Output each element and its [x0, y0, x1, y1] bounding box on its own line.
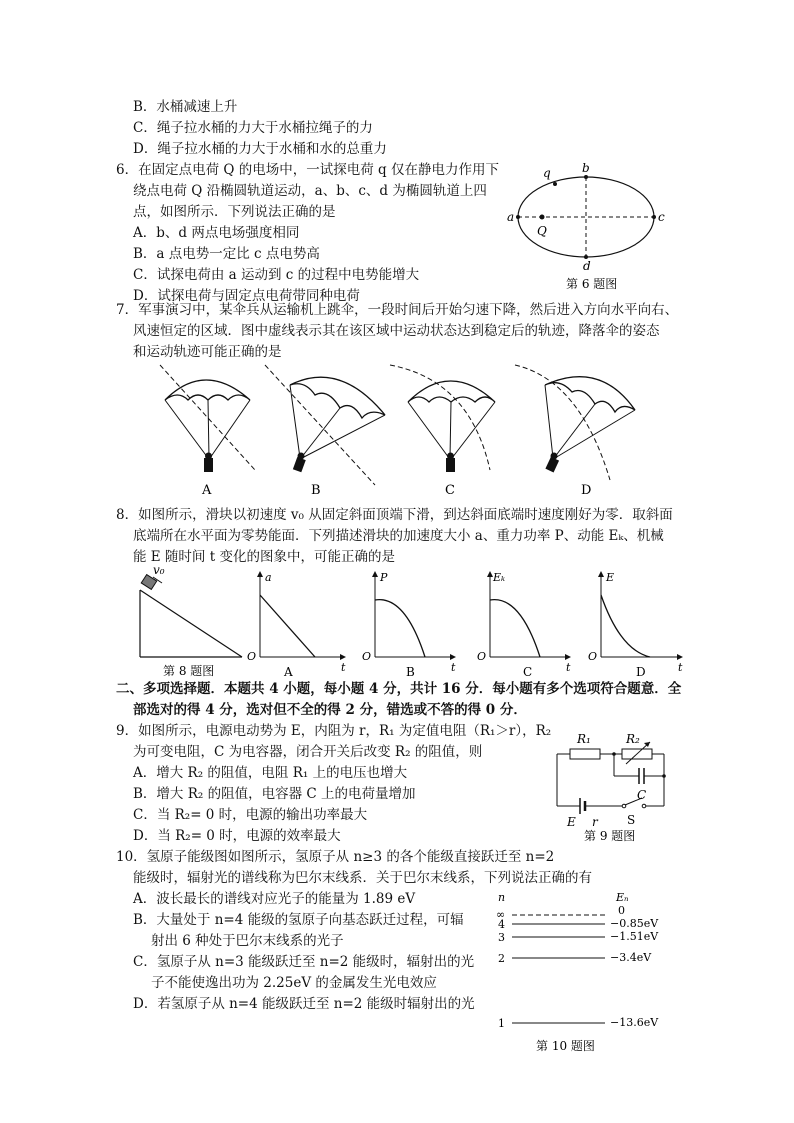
level-1-n: 1 — [498, 1017, 505, 1030]
q6-option-d: D．试探电荷与固定点电荷带同种电荷 — [133, 288, 360, 304]
label-option-b: B — [311, 483, 321, 498]
soldier-b — [293, 457, 306, 472]
q10-option-b-line1: B．大量处于 n=4 能级的氢原子向基态跃迁过程，可辐 — [133, 912, 464, 928]
level-4-E: −0.85eV — [610, 917, 659, 930]
graph-a — [247, 571, 346, 679]
q6-stem-line3: 点，如图所示．下列说法正确的是 — [133, 204, 336, 220]
level-1-E: −13.6eV — [610, 1016, 659, 1029]
label-c: c — [658, 210, 665, 224]
graph-d-ylabel: E — [606, 571, 615, 584]
q5-option-d: D．绳子拉水桶的力大于水桶和水的总重力 — [133, 141, 387, 157]
graph-a-origin: O — [247, 650, 257, 663]
soldier-a — [204, 458, 213, 472]
graph-a-label: A — [284, 665, 293, 679]
q10-option-d-line1: D．若氢原子从 n=4 能级跃迁至 n=2 能级时辐射出的光 — [133, 996, 475, 1012]
level-3-n: 3 — [498, 931, 505, 944]
parachute-option-b — [265, 365, 385, 498]
curve-c — [490, 600, 540, 657]
header-n: n — [498, 891, 506, 904]
graph-b-origin: O — [362, 650, 372, 663]
incline-diagram — [140, 565, 242, 678]
parachute-option-c — [390, 365, 495, 498]
q8-stem-line1: 8．如图所示，滑块以初速度 v₀ 从固定斜面顶端下滑，到达斜面底端时速度刚好为零．取斜面 — [116, 507, 673, 523]
q6-caption: 第 6 题图 — [566, 277, 618, 291]
point-c-dot — [652, 215, 656, 219]
label-a: a — [507, 210, 515, 224]
level-4-n: 4 — [498, 918, 505, 931]
q7-stem-line3: 和运动轨迹可能正确的是 — [133, 344, 282, 360]
level-2-n: 2 — [498, 952, 505, 965]
curve-d — [601, 595, 650, 657]
q7-stem-line2: 风速恒定的区域．图中虚线表示其在该区域中运动状态达到稳定后的轨迹，降落伞的姿态 — [133, 323, 660, 339]
charge-Q-dot — [540, 215, 545, 220]
label-S: S — [627, 813, 636, 827]
graph-d — [588, 571, 683, 679]
graph-b-ylabel: P — [380, 571, 388, 584]
graph-d-xlabel: t — [678, 661, 683, 674]
q9-stem-line1: 9．如图所示，电源电动势为 E，内阻为 r，R₁ 为定值电阻（R₁＞r），R₂ — [116, 723, 552, 739]
q5-option-c: C．绳子拉水桶的力大于水桶拉绳子的力 — [133, 120, 373, 136]
point-a-dot — [516, 215, 520, 219]
q8-graphs-figure — [135, 565, 690, 683]
level-inf-E: 0 — [618, 904, 625, 917]
q6-option-a: A．b、d 两点电场强度相同 — [133, 225, 300, 241]
q8-stem-line2: 底端所在水平面为零势能面．下列描述滑块的加速度大小 a、重力功率 P、动能 Eₖ、机械 — [133, 528, 664, 544]
canopy-a — [165, 380, 250, 400]
label-C: C — [637, 788, 647, 802]
trajectory-b — [265, 365, 375, 485]
trajectory-c — [390, 365, 490, 470]
label-E: E — [567, 815, 576, 829]
graph-d-label: D — [636, 665, 646, 679]
q10-energy-level-figure — [490, 888, 670, 1056]
label-option-c: C — [445, 483, 455, 498]
label-r: r — [592, 815, 598, 829]
graph-b — [362, 571, 456, 679]
soldier-d — [545, 457, 559, 473]
charge-q-dot — [553, 182, 557, 186]
q7-parachute-figures — [140, 360, 660, 500]
q9-option-a: A．增大 R₂ 的阻值，电阻 R₁ 上的电压也增大 — [133, 765, 408, 781]
label-q: q — [543, 166, 551, 180]
point-b-dot — [584, 175, 588, 179]
q6-stem-line2: 绕点电荷 Q 沿椭圆轨道运动，a、b、c、d 为椭圆轨道上四 — [133, 183, 487, 199]
section2-header-line1: 二、多项选择题．本题共 4 小题，每小题 4 分，共计 16 分．每小题有多个选项符合题意．全 — [116, 681, 682, 697]
resistor-R1 — [570, 749, 600, 759]
soldier-c — [446, 458, 455, 472]
q6-ellipse-figure — [502, 163, 672, 293]
graph-d-origin: O — [588, 650, 598, 663]
label-v0: v₀ — [153, 565, 165, 577]
label-R2: R₂ — [626, 732, 640, 746]
parachute-option-d — [515, 365, 635, 498]
label-d: d — [583, 259, 591, 273]
label-b: b — [582, 163, 590, 175]
label-R1: R₁ — [577, 732, 591, 746]
q5-option-b: B．水桶减速上升 — [133, 99, 238, 115]
q7-stem-line1: 7．军事演习中，某伞兵从运输机上跳伞，一段时间后开始匀速下降，然后进入方向水平向右、 — [116, 302, 679, 318]
graph-b-xlabel: t — [451, 661, 456, 674]
q10-option-b-line2: 射出 6 种处于巴尔末线系的光子 — [151, 933, 344, 949]
graph-a-xlabel: t — [341, 661, 346, 674]
curve-a — [260, 595, 315, 657]
section2-header-line2: 部选对的得 4 分，选对但不全的得 2 分，错选或不答的得 0 分． — [133, 702, 527, 718]
q10-option-c-line1: C．氢原子从 n=3 能级跃迁至 n=2 能级时，辐射出的光 — [133, 954, 475, 970]
graph-c-ylabel: Eₖ — [493, 571, 506, 584]
q10-caption: 第 10 题图 — [536, 1039, 595, 1053]
graph-c-xlabel: t — [566, 661, 571, 674]
q9-stem-line2: 为可变电阻，C 为电容器，闭合开关后改变 R₂ 的阻值，则 — [133, 744, 483, 760]
q9-option-d: D．当 R₂= 0 时，电源的效率最大 — [133, 828, 341, 844]
q10-stem-line1: 10．氢原子能级图如图所示，氢原子从 n≥3 的各个能级直接跃迁至 n=2 — [116, 849, 555, 865]
graph-c-label: C — [523, 665, 533, 679]
label-Q: Q — [537, 224, 547, 238]
q6-stem-line1: 6．在固定点电荷 Q 的电场中，一试探电荷 q 仅在静电力作用下 — [116, 162, 499, 178]
parachute-option-a — [160, 365, 255, 498]
q9-option-b: B．增大 R₂ 的阻值，电容器 C 上的电荷量增加 — [133, 786, 416, 802]
q9-option-c: C．当 R₂= 0 时，电源的输出功率最大 — [133, 807, 368, 823]
q6-option-c: C．试探电荷由 a 运动到 c 的过程中电势能增大 — [133, 267, 420, 283]
canopy-d — [545, 377, 635, 412]
q6-option-b: B．a 点电势一定比 c 点电势高 — [133, 246, 320, 262]
trajectory-d — [515, 365, 610, 480]
q9-circuit-figure — [552, 726, 682, 846]
label-option-d: D — [581, 483, 592, 498]
graph-b-label: B — [406, 665, 415, 679]
q10-option-a: A．波长最长的谱线对应光子的能量为 1.89 eV — [133, 891, 416, 907]
graph-c — [477, 571, 571, 679]
q9-caption: 第 9 题图 — [584, 829, 636, 843]
level-3-E: −1.51eV — [610, 930, 659, 943]
level-inf-n: ∞ — [496, 908, 506, 921]
header-En: Eₙ — [616, 891, 629, 904]
q10-option-c-line2: 子不能使逸出功为 2.25eV 的金属发生光电效应 — [151, 975, 437, 991]
level-2-E: −3.4eV — [610, 951, 652, 964]
canopy-c — [408, 381, 495, 402]
graph-a-ylabel: a — [265, 571, 272, 584]
graph-c-origin: O — [477, 650, 487, 663]
curve-b — [375, 600, 425, 657]
q8-caption: 第 8 题图 — [163, 664, 215, 678]
q10-stem-line2: 能级时，辐射光的谱线称为巴尔末线系．关于巴尔末线系，下列说法正确的有 — [133, 870, 592, 886]
q8-stem-line3: 能 E 随时间 t 变化的图象中，可能正确的是 — [133, 549, 395, 565]
label-option-a: A — [202, 483, 212, 498]
